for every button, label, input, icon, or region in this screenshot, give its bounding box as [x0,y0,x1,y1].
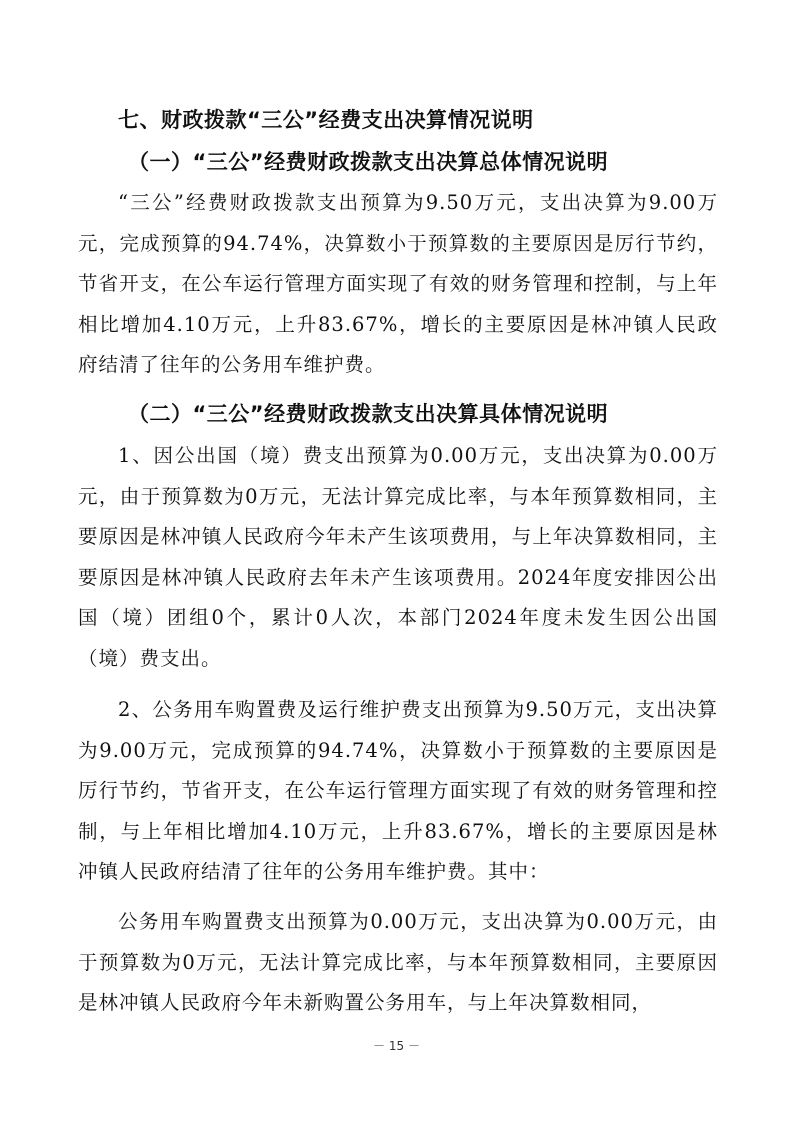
paragraph-overall: “三公”经费财政拨款支出预算为9.50万元，支出决算为9.00万元，完成预算的94.74%，决算数小于预算数的主要原因是厉行节约，节省开支，在公车运行管理方面实现了有效的财务管理和控制，与上年相比增加4.10万元，上升83.67%，增长的主要原因是林冲镇人民政府结清了往年的公务用车维护费。 [78,191,718,376]
subsection-2-heading: （二）“三公”经费财政拨款支出决算具体情况说明 [128,402,609,426]
section-heading: 七、财政拨款“三公”经费支出决算情况说明 [118,108,534,132]
paragraph-overseas: 1、因公出国（境）费支出预算为0.00万元，支出决算为0.00万元，由于预算数为0万元，无法计算完成比率，与本年预算数相同，主要原因是林冲镇人民政府今年未产生该项费用，与上年决算数相同，主要原因是林冲镇人民政府去年未产生该项费用。2024年度安排因公出国（境）团组0个，累计0人次，本部门2024年度未发生因公出国（境）费支出。 [78,444,718,670]
page-number: － 15 － [373,1039,420,1053]
paragraph-vehicle: 2、公务用车购置费及运行维护费支出预算为9.50万元，支出决算为9.00万元，完成预算的94.74%，决算数小于预算数的主要原因是厉行节约，节省开支，在公车运行管理方面实现了有效的财务管理和控制，与上年相比增加4.10万元，上升83.67%，增长的主要原因是林冲镇人民政府结清了往年的公务用车维护费。其中： [78,698,718,883]
paragraph-vehicle-purchase: 公务用车购置费支出预算为0.00万元，支出决算为0.00万元，由于预算数为0万元，无法计算完成比率，与本年预算数相同，主要原因是林冲镇人民政府今年未新购置公务用车，与上年决算数相同， [78,910,718,1014]
subsection-1-heading: （一）“三公”经费财政拨款支出决算总体情况说明 [128,150,609,174]
